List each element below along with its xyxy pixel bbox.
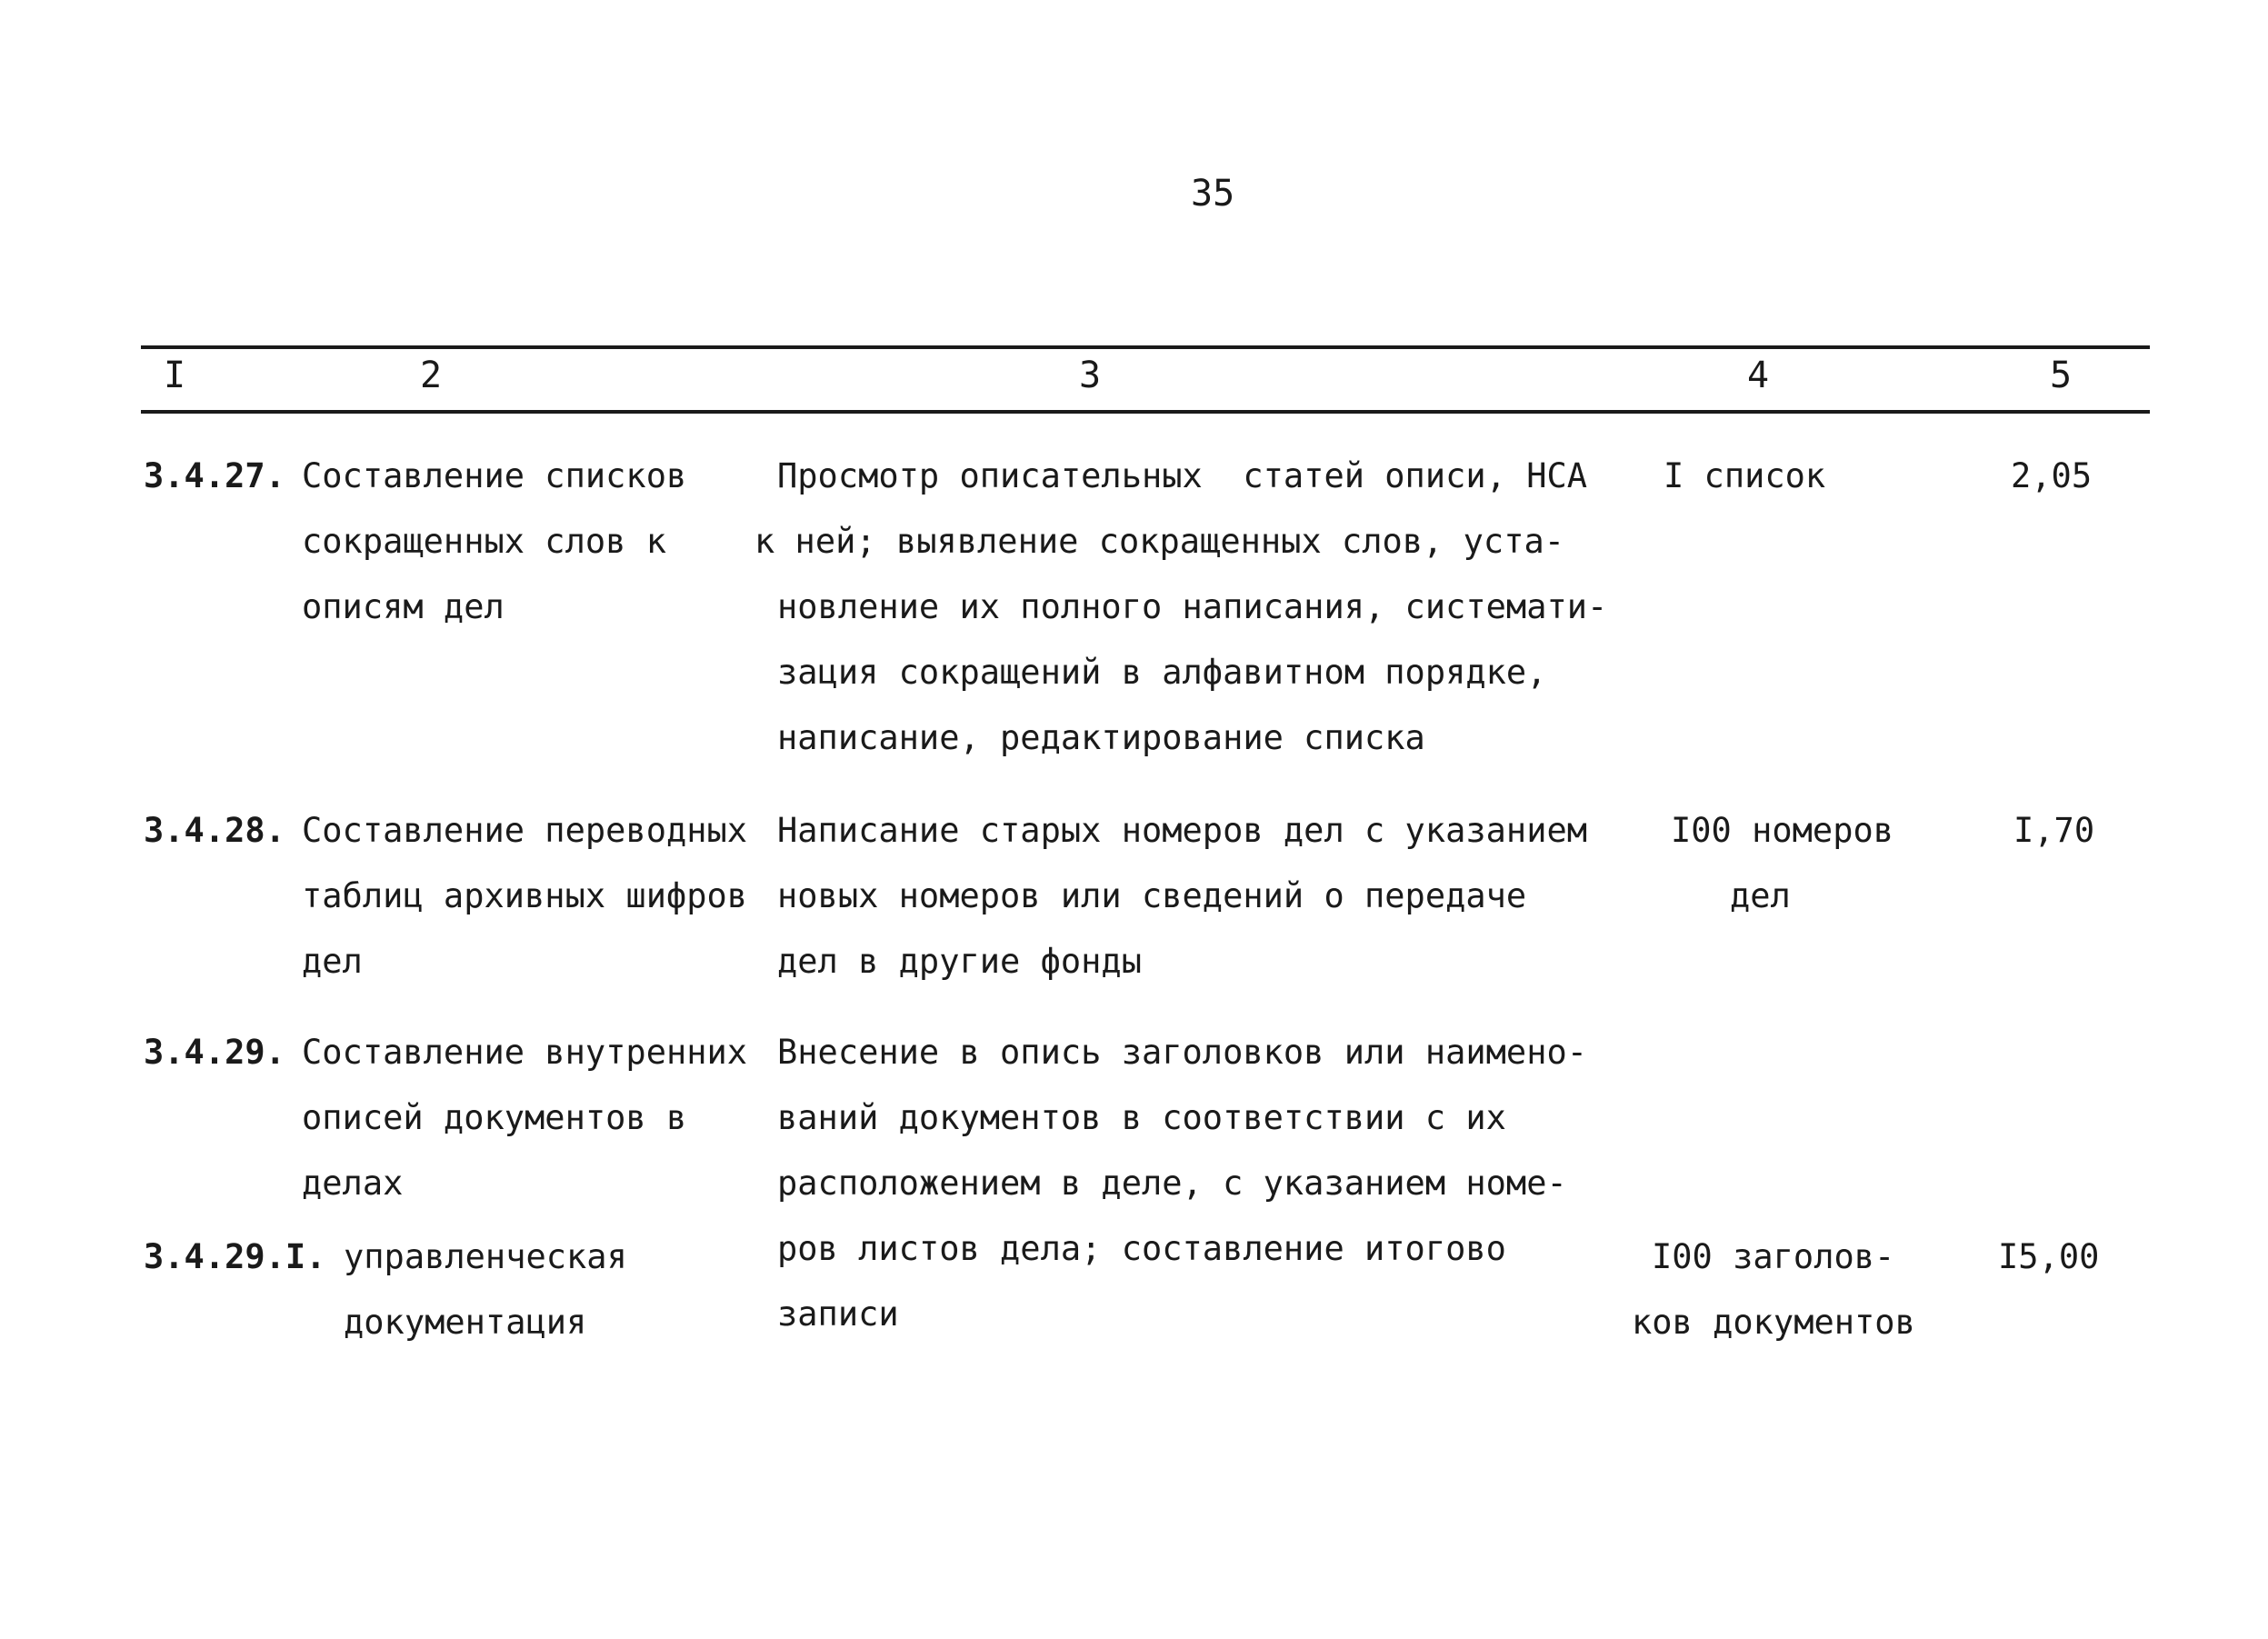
row-description: Написание старых номеров дел с указанием новых номеров или сведений о передаче дел в другие фонды (777, 811, 1588, 981)
column-header-2: 2 (420, 355, 443, 396)
column-header-1: I (164, 355, 186, 396)
row-unit: I список (1664, 456, 1826, 495)
row-code: 3.4.27. (144, 456, 285, 495)
row-name: Составление переводных таблиц архивных шифров дел (302, 811, 748, 981)
row-norm: I5,00 (1998, 1237, 2100, 1276)
row-description: Просмотр описательных статей описи, НСА к ней; выявление сокращенных слов, уста- новление их полного написания, системати- зация сокращений в алфавитном порядке, написание, редактирование списка (754, 456, 1608, 757)
row-description: Внесение в опись заголовков или наимено- ваний документов в соответствии с их расположением в деле, с указанием номе- ров листов дела; составление итогово записи (777, 1033, 1588, 1334)
row-name: Составление списков сокращенных слов к описям дел (302, 456, 687, 626)
row-name: управленческая документация (344, 1237, 627, 1342)
row-code: 3.4.29. (144, 1033, 285, 1072)
page-number: 35 (1191, 173, 1235, 215)
row-norm: 2,05 (2011, 456, 2093, 495)
column-header-5: 5 (2050, 355, 2073, 396)
table-header-rule (141, 410, 2150, 414)
row-norm: I,70 (2013, 811, 2095, 850)
row-name: Составление внутренних описей документов в делах (302, 1033, 748, 1203)
column-header-4: 4 (1747, 355, 1770, 396)
column-header-3: 3 (1079, 355, 1102, 396)
row-code: 3.4.28. (144, 811, 285, 850)
row-unit: I00 заголов- ков документов (1632, 1237, 1915, 1342)
row-unit: I00 номеров дел (1671, 811, 1894, 915)
table-top-rule (141, 345, 2150, 349)
row-code: 3.4.29.I. (144, 1237, 326, 1276)
